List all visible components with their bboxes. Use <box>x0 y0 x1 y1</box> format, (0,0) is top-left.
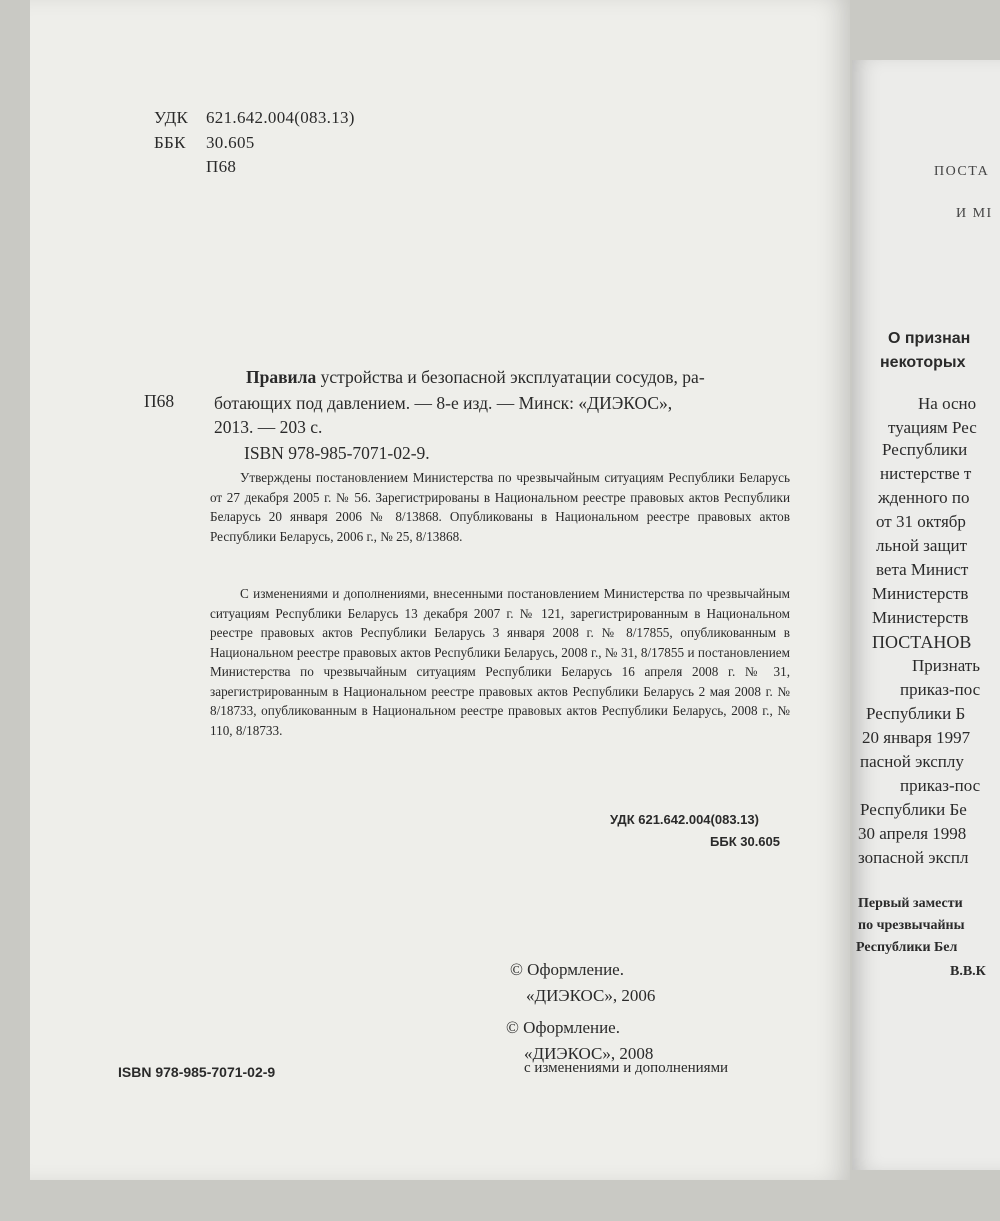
citation-isbn: ISBN 978-985-7071-02-9. <box>244 443 430 463</box>
right-page-signature-1: Первый замести <box>858 896 963 911</box>
citation-line-3: 2013. — 203 с. <box>214 417 323 437</box>
right-page-line: Республики Б <box>866 704 966 723</box>
right-udk: УДК 621.642.004(083.13) <box>610 812 759 827</box>
right-page-line: зопасной экспл <box>858 848 969 867</box>
copyright-2006-line-2: «ДИЭКОС», 2006 <box>526 986 656 1005</box>
right-page-title-1: О признан <box>888 330 971 347</box>
udk-value: 621.642.004(083.13) <box>206 108 355 127</box>
right-page-line: Министерств <box>872 584 969 603</box>
copyright-2008-line-2: «ДИЭКОС», 2008 <box>524 1044 654 1063</box>
copyright-2008-line-1: © Оформление. <box>506 1018 620 1037</box>
citation-line-1 <box>246 366 705 389</box>
right-page-signature-3: Республики Бел <box>856 940 958 955</box>
right-page-line: ПОСТАНОВ <box>872 632 972 652</box>
udk-label: УДК <box>154 108 189 127</box>
right-page-line: Республики <box>882 440 968 459</box>
right-page <box>852 60 1000 1170</box>
right-page-line: нистерстве т <box>880 464 972 483</box>
right-page-line: Республики Бе <box>860 800 967 819</box>
approval-paragraph: Утверждены постановлением Министерства по чрезвычайным ситуациям Республики Беларусь от 27 декабря 2005 г. № 56. Зарегистрированы в Национальном реестре правовых актов Республики Беларусь 20 января 2006 № 8/13868. Опубликованы в Национальном реестре правовых актов Республики Беларусь, 2006 г., № 25, 8/13868. <box>210 470 790 544</box>
right-page-line: 20 января 1997 <box>862 728 971 747</box>
citation-mark: П68 <box>144 391 175 411</box>
right-page-line: 30 апреля 1998 <box>858 824 967 843</box>
citation-line-2: ботающих под давлением. — 8-е изд. — Минск: «ДИЭКОС», <box>214 393 673 413</box>
right-page-line: вета Минист <box>876 560 969 579</box>
right-page-line: На осно <box>918 394 977 413</box>
right-page-header-1: ПОСТА <box>934 164 990 179</box>
bbk-value: 30.605 <box>206 133 255 152</box>
right-page-line: льной защит <box>876 536 968 555</box>
author-mark: П68 <box>206 157 237 176</box>
right-page-line: приказ-пос <box>900 680 981 699</box>
amendments-paragraph: С изменениями и дополнениями, внесенными постановлением Министерства по чрезвычайным ситуациям Республики Беларусь 13 декабря 2007 г. № 121, зарегистрированным в Национальном реестре правовых актов Республики Беларусь 3 января 2008 г. № 8/17855, опубликованным в Национальном реестре правовых актов Республики Беларусь, 2008 г., № 31, 8/17855 и постановлением Министерства по чрезвычайным ситуациям Республики Беларусь 16 апреля 2008 г. № 31, зарегистрированным в Национальном реестре правовых актов Республики Беларусь 2 мая 2008 г. № 8/18733, опубликованным в Национальном реестре правовых актов Республики Беларусь, 2008 г., № 110, 8/18733. <box>210 586 790 738</box>
left-page <box>30 0 850 1180</box>
right-page-line: приказ-пос <box>900 776 981 795</box>
right-page-header-2: И МІ <box>956 206 993 221</box>
isbn-bottom: ISBN 978-985-7071-02-9 <box>118 1064 276 1080</box>
right-page-signature-2: по чрезвычайны <box>858 918 965 933</box>
right-bbk: ББК 30.605 <box>710 834 780 849</box>
right-page-line: туациям Рес <box>888 418 977 437</box>
right-page-title-2: некоторых <box>880 354 966 371</box>
right-page-signature-4: В.В.К <box>950 964 986 979</box>
citation-line-1-rest: устройства и безопасной эксплуатации сосудов, ра- <box>316 367 705 387</box>
right-page-line: жденного по <box>878 488 970 507</box>
right-page-line: Признать <box>912 656 980 675</box>
right-page-line: пасной эксплу <box>860 752 964 771</box>
right-page-line: от 31 октябр <box>876 512 966 531</box>
copyright-2006-line-1: © Оформление. <box>510 960 624 979</box>
copyright-2008-line-3: с изменениями и дополнениями <box>524 1060 729 1076</box>
bbk-label: ББК <box>154 133 186 152</box>
citation-title: Правила <box>246 367 317 387</box>
right-page-line: Министерств <box>872 608 969 627</box>
